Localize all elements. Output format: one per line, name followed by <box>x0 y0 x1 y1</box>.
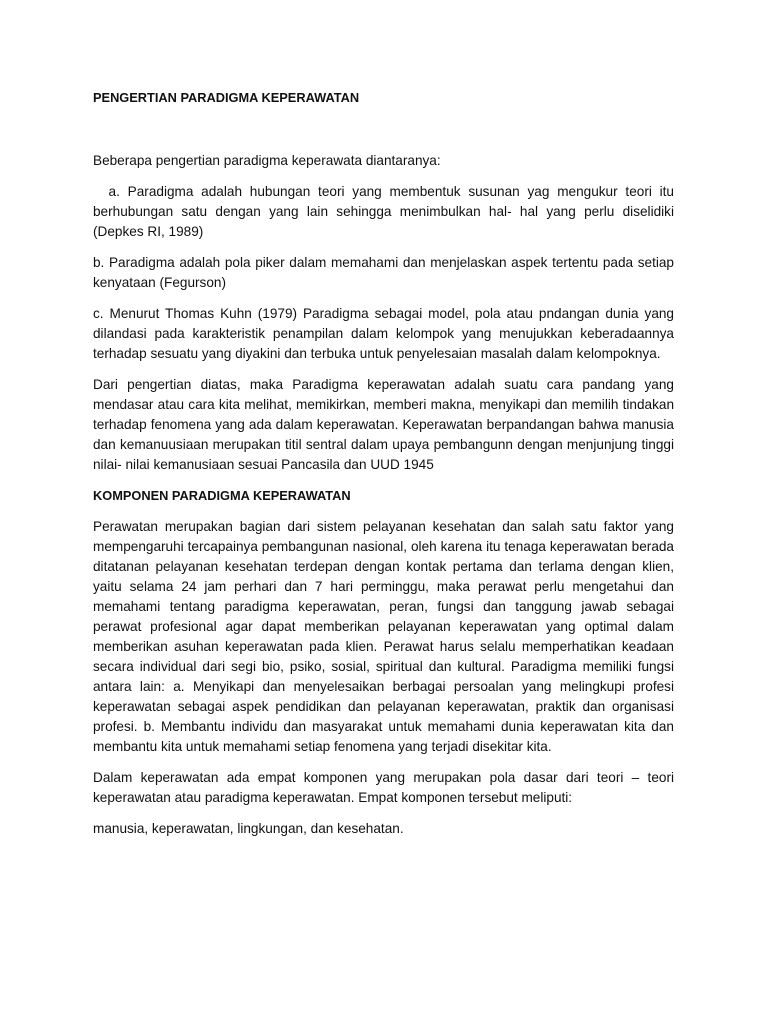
document-body <box>93 88 674 839</box>
section-paragraph-3: manusia, keperawatan, lingkungan, dan kesehatan. <box>93 821 404 836</box>
page-title: PENGERTIAN PARADIGMA KEPERAWATAN <box>93 90 360 105</box>
definition-c: c. Menurut Thomas Kuhn (1979) Paradigma sebagai model, pola atau pndangan dunia yang dilandasi pada karakteristik penampilan dalam kelompok yang menujukkan keberadaannya terhadap sesuatu yang diyakini dan terbuka untuk penyelesaian masalah dalam kelompoknya. <box>93 306 674 361</box>
definition-b: b. Paradigma adalah pola piker dalam memahami dan menjelaskan aspek tertentu pada setiap kenyataan (Fegurson) <box>93 255 674 290</box>
section-paragraph-1: Perawatan merupakan bagian dari sistem pelayanan kesehatan dan salah satu faktor yang mempengaruhi tercapainya pembangunan nasional, oleh karena itu tenaga keperawatan berada ditatanan pelayanan kesehatan terdepan dengan kontak pertama dan terlama dengan klien, yaitu selama 24 jam perhari dan 7 hari perminggu, maka perawat perlu mengetahui dan memahami tentang paradigma keperawatan, peran, fungsi dan tanggung jawab sebagai perawat profesional agar dapat memberikan pelayanan keperawatan yang optimal dalam memberikan asuhan keperawatan pada klien. Perawat harus selalu memperhatikan keadaan secara individual dari segi bio, psiko, sosial, spiritual dan kultural. Paradigma memiliki fungsi antara lain: a. Menyikapi dan menyelesaikan berbagai persoalan yang melingkupi profesi keperawatan sebagai aspek pendidikan dan pelayanan keperawatan, praktik dan organisasi profesi. b. Membantu individu dan masyarakat untuk memahami dunia keperawatan kita dan membantu kita untuk memahami setiap fenomena yang terjadi disekitar kita. <box>93 519 674 754</box>
definition-a: a. Paradigma adalah hubungan teori yang membentuk susunan yag mengukur teori itu berhubungan satu dengan yang lain sehingga menimbulkan hal- hal yang perlu diselidiki (Depkes RI, 1989) <box>93 184 674 239</box>
section-title: KOMPONEN PARADIGMA KEPERAWATAN <box>93 488 351 503</box>
summary-paragraph: Dari pengertian diatas, maka Paradigma keperawatan adalah suatu cara pandang yang mendasar atau cara kita melihat, memikirkan, memberi makna, menyikapi dan memilih tindakan terhadap fenomena yang ada dalam keperawatan. Keperawatan berpandangan bahwa manusia dan kemanuusiaan merupakan titil sentral dalam upaya pembangunn dengan menjunjung tinggi nilai- nilai kemanusiaan sesuai Pancasila dan UUD 1945 <box>93 377 674 472</box>
intro-paragraph: Beberapa pengertian paradigma keperawata diantaranya: <box>93 153 441 168</box>
section-paragraph-2: Dalam keperawatan ada empat komponen yang merupakan pola dasar dari teori – teori keperawatan atau paradigma keperawatan. Empat komponen tersebut meliputi: <box>93 770 674 805</box>
